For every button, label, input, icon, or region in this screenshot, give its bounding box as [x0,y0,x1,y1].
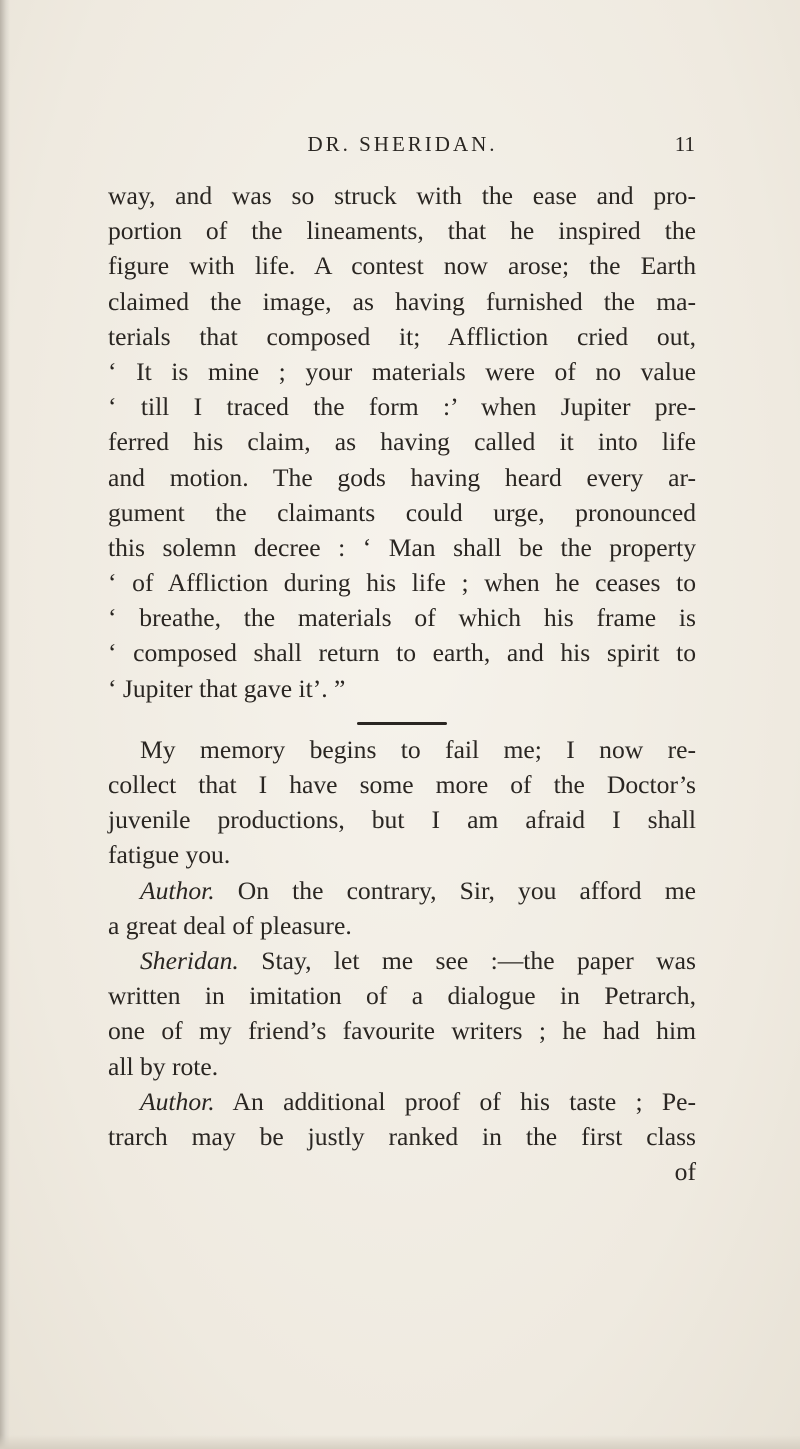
page-header [110,132,695,162]
page-number: 11 [674,132,695,156]
text-line: way, and was so struck with the ease and pro- [108,181,696,210]
speaker-name: Sheridan. [140,945,239,975]
text-line: My memory begins to fail me; I now re- [140,734,696,764]
page-bottom-edge [0,1435,800,1449]
dialogue-line [108,1084,696,1119]
dialogue-line [108,873,696,908]
text-line: this solemn decree : ‘ Man shall be the property [108,532,696,562]
text-line: ferred his claim, as having called it into life [108,427,696,457]
text-line: ‘ till I traced the form :’ when Jupiter pre- [108,392,696,422]
running-head: DR. SHERIDAN. [307,132,498,156]
text-line: ‘ breathe, the materials of which his frame is [108,603,696,633]
body-text [108,178,696,1189]
text-line: ‘ composed shall return to earth, and his spirit to [108,638,696,668]
dialogue-text: On the contrary, Sir, you afford me [237,875,696,905]
catchword: of [674,1157,696,1187]
text-line: figure with life. A contest now arose; the Earth [108,251,696,281]
dialogue-text: Stay, let me see :—the paper was [261,945,696,975]
text-line: ‘ Jupiter that gave it’. ” [108,673,346,703]
text-line: gument the claimants could urge, pronounced [108,497,696,527]
page-gutter-shadow [0,0,10,1449]
section-divider [357,722,447,725]
text-line: juvenile productions, but I am afraid I shall [108,805,696,835]
speaker-name: Author. [140,1086,215,1116]
dialogue-text: An additional proof of his taste ; Pe- [232,1086,696,1116]
text-line: all by rote. [108,1051,219,1081]
text-line: written in imitation of a dialogue in Petrarch, [108,981,696,1011]
text-line: claimed the image, as having furnished the ma- [108,286,696,316]
text-line: a great deal of pleasure. [108,910,352,940]
text-line: terials that composed it; Affliction cried out, [108,321,696,351]
text-line: and motion. The gods having heard every ar- [108,462,696,492]
text-line: collect that I have some more of the Doctor’s [108,770,696,799]
text-line: ‘ It is mine ; your materials were of no value [108,356,696,386]
text-line: one of my friend’s favourite writers ; he had him [108,1016,696,1046]
text-line: fatigue you. [108,840,231,870]
speaker-name: Author. [140,875,215,905]
text-line: portion of the lineaments, that he inspired the [108,216,696,246]
text-line: trarch may be justly ranked in the first class [108,1121,696,1151]
dialogue-line [108,943,696,978]
text-line: ‘ of Affliction during his life ; when he ceases to [108,568,696,598]
